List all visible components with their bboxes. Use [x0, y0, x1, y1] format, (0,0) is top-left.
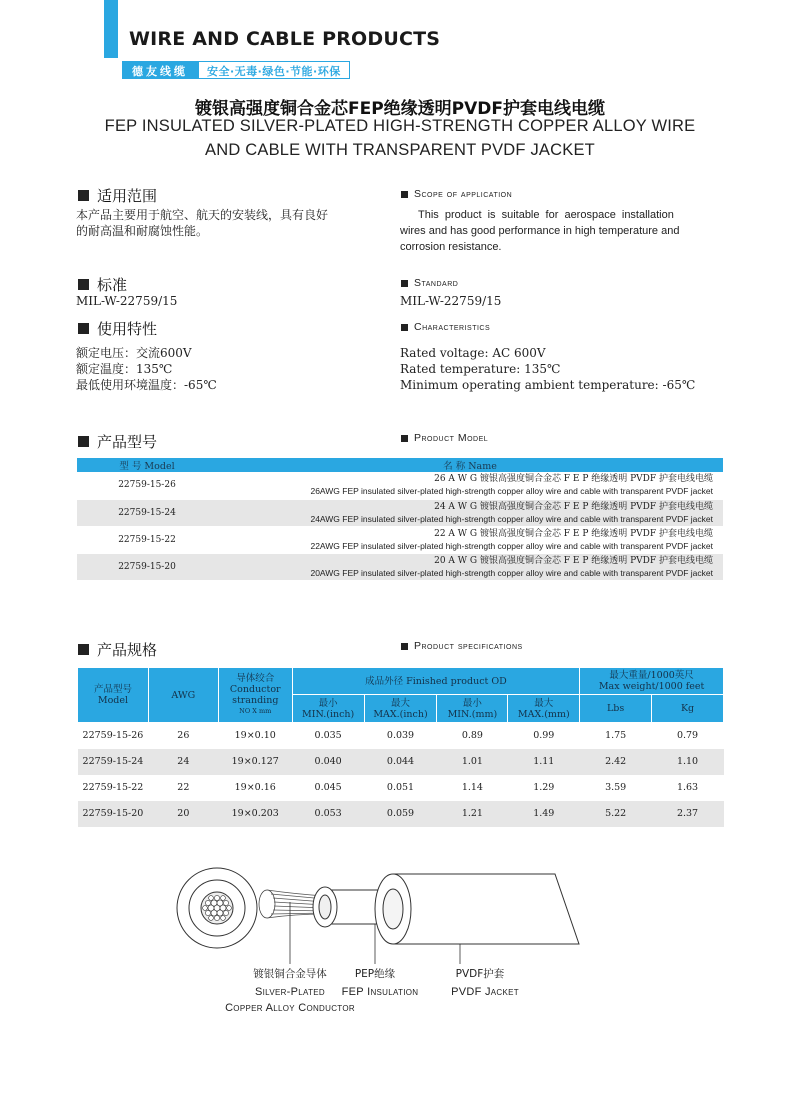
model-heading-en: Product Model	[401, 432, 488, 444]
spec-cell: 0.89	[461, 730, 483, 742]
spec-cell: 1.11	[508, 749, 580, 775]
spec-cell: 2.42	[580, 749, 652, 775]
spec-cell: 22759-15-26	[82, 730, 144, 742]
insulation-label-en: FEP Insulation	[341, 986, 419, 998]
model-cell: 22759-15-22	[77, 526, 217, 553]
slogan-tag: 安全·无毒·绿色·节能·环保	[198, 61, 350, 79]
square-bullet-icon	[78, 323, 89, 334]
spec-cell: 24	[148, 749, 218, 775]
spec-cell: 0.035	[314, 730, 342, 742]
spec-cell: 22759-15-20	[78, 801, 149, 827]
spec-cell: 1.75	[605, 730, 627, 742]
jacket-label-cn: PVDF护套	[455, 968, 505, 980]
characteristics-heading-en: Characteristics	[401, 321, 490, 333]
spec-cell: 0.051	[386, 782, 415, 793]
spec-col-model: 产品型号 Model	[78, 668, 149, 723]
spec-cell: 19×0.10	[234, 730, 276, 742]
spec-cell: 19×0.16	[234, 782, 276, 793]
characteristics-list-cn: 额定电压：交流600V 额定温度：135℃ 最低使用环境温度：-65℃	[76, 346, 217, 392]
spec-cell: 1.49	[508, 801, 580, 827]
spec-cell: 22	[177, 782, 190, 793]
conductor-label-cn: 镀银铜合金导体	[253, 968, 327, 980]
square-bullet-icon	[401, 324, 408, 331]
scope-heading-cn: 适用范围	[78, 185, 157, 206]
spec-header-row	[78, 668, 724, 695]
spec-col-max-mm: 最大 MAX.(mm)	[508, 695, 580, 723]
square-bullet-icon	[401, 643, 408, 650]
spec-col-od: 成品外径 Finished product OD	[292, 668, 580, 695]
spec-col-weight: 最大重量/1000英尺 Max weight/1000 feet	[580, 668, 724, 695]
spec-cell: 0.79	[676, 730, 699, 742]
spec-cell: 0.039	[386, 730, 415, 742]
spec-col-min-inch: 最小 MIN.(inch)	[292, 695, 364, 723]
spec-cell: 0.99	[533, 730, 555, 742]
table-row	[78, 749, 724, 775]
spec-cell: 0.040	[292, 749, 364, 775]
square-bullet-icon	[78, 190, 89, 201]
table-row	[77, 472, 723, 499]
spec-cell: 0.045	[314, 782, 342, 793]
spec-col-kg: Kg	[652, 695, 724, 723]
spec-cell: 22759-15-24	[78, 749, 149, 775]
company-tag: 德友线缆	[122, 61, 198, 79]
product-model-table	[77, 458, 723, 581]
conductor-label-en2: Copper Alloy Conductor	[225, 1002, 355, 1014]
square-bullet-icon	[401, 435, 408, 442]
specs-heading-cn: 产品规格	[78, 639, 157, 660]
model-cell: 22759-15-26	[77, 472, 217, 499]
spec-cell: 1.29	[533, 782, 555, 793]
jacket-layer	[375, 874, 579, 944]
spec-cell: 1.14	[461, 782, 483, 793]
standard-value-cn: MIL-W-22759/15	[76, 294, 178, 308]
spec-cell: 1.21	[437, 801, 508, 827]
scope-text-en: This product is suitable for aerospace installation wires and has good performance in high temperature and corrosion resistance.	[400, 209, 680, 253]
spec-cell: 19×0.203	[218, 801, 292, 827]
spec-cell: 26	[177, 730, 190, 742]
spec-col-stranding: 导体绞合 Conductor stranding NO X mm	[218, 668, 292, 723]
spec-cell: 19×0.127	[218, 749, 292, 775]
model-heading-cn: 产品型号	[78, 431, 157, 452]
spec-cell: 2.37	[652, 801, 724, 827]
product-specs-table	[77, 667, 724, 827]
spec-cell: 22759-15-22	[82, 782, 144, 793]
col-model-header: 型 号 Model	[77, 458, 217, 472]
spec-cell: 5.22	[580, 801, 652, 827]
cable-end-view	[177, 868, 257, 948]
table-row	[77, 526, 723, 553]
spec-cell: 1.01	[437, 749, 508, 775]
model-cell: 22759-15-24	[77, 499, 217, 526]
table-row	[78, 723, 724, 749]
standard-heading-cn: 标准	[78, 274, 127, 295]
table-row	[78, 801, 724, 827]
spec-col-max-inch: 最大 MAX.(inch)	[364, 695, 437, 723]
square-bullet-icon	[401, 191, 408, 198]
accent-bar	[104, 0, 118, 58]
standard-value-en: MIL-W-22759/15	[400, 294, 502, 308]
table-header-row	[77, 458, 723, 472]
square-bullet-icon	[78, 644, 89, 655]
spec-col-awg: AWG	[148, 668, 218, 723]
spec-cell: 3.59	[605, 782, 627, 793]
standard-heading-en: Standard	[401, 277, 458, 289]
table-row	[77, 499, 723, 526]
table-row	[78, 775, 724, 801]
brand-title: WIRE AND CABLE PRODUCTS	[129, 28, 441, 50]
table-row	[77, 553, 723, 580]
conductor-label-en1: Silver-Plated	[255, 986, 325, 998]
scope-text-cn: 本产品主要用于航空、航天的安装线，具有良好 的耐高温和耐腐蚀性能。	[76, 208, 329, 238]
square-bullet-icon	[78, 436, 89, 447]
name-cell: 22 A W G 镀银高强度铜合金芯 F E P 绝缘透明 PVDF 护套电线电缆 22AWG FEP insulated silver-plated high-strength copper alloy wire and cable with transparent PVDF jacket	[217, 526, 723, 553]
brand-tagline	[122, 61, 350, 79]
model-cell: 22759-15-20	[77, 553, 217, 580]
spec-col-lbs: Lbs	[580, 695, 652, 723]
col-name-header: 名 称 Name	[217, 458, 723, 472]
square-bullet-icon	[78, 279, 89, 290]
square-bullet-icon	[401, 280, 408, 287]
spec-col-min-mm: 最小 MIN.(mm)	[437, 695, 508, 723]
characteristics-list-en: Rated voltage: AC 600V Rated temperature: 135℃ Minimum operating ambient temperature: -65℃	[400, 346, 696, 392]
spec-cell: 0.059	[364, 801, 437, 827]
name-cell: 20 A W G 镀银高强度铜合金芯 F E P 绝缘透明 PVDF 护套电线电缆 20AWG FEP insulated silver-plated high-strength copper alloy wire and cable with transparent PVDF jacket	[217, 553, 723, 580]
name-cell: 26 A W G 镀银高强度铜合金芯 F E P 绝缘透明 PVDF 护套电线电缆 26AWG FEP insulated silver-plated high-strength copper alloy wire and cable with transparent PVDF jacket	[217, 472, 723, 499]
spec-cell: 1.63	[676, 782, 699, 793]
product-title-en-line1: FEP INSULATED SILVER-PLATED HIGH-STRENGTH COPPER ALLOY WIRE	[104, 117, 696, 135]
specs-heading-en: Product specifications	[401, 640, 523, 652]
product-title-cn: 镀银高强度铜合金芯FEP绝缘透明PVDF护套电线电缆	[194, 99, 606, 119]
spec-cell: 1.10	[652, 749, 724, 775]
spec-cell: 0.053	[292, 801, 364, 827]
characteristics-heading-cn: 使用特性	[78, 318, 157, 339]
product-title-en-line2: AND CABLE WITH TRANSPARENT PVDF JACKET	[205, 141, 595, 159]
name-cell: 24 A W G 镀银高强度铜合金芯 F E P 绝缘透明 PVDF 护套电线电缆 24AWG FEP insulated silver-plated high-strength copper alloy wire and cable with transparent PVDF jacket	[217, 499, 723, 526]
spec-cell: 20	[148, 801, 218, 827]
insulation-label-cn: PEP绝缘	[354, 968, 396, 980]
spec-cell: 0.044	[364, 749, 437, 775]
jacket-label-en: PVDF Jacket	[451, 986, 519, 998]
scope-heading-en: Scope of application	[401, 188, 512, 200]
cable-cross-section-diagram	[175, 862, 595, 982]
